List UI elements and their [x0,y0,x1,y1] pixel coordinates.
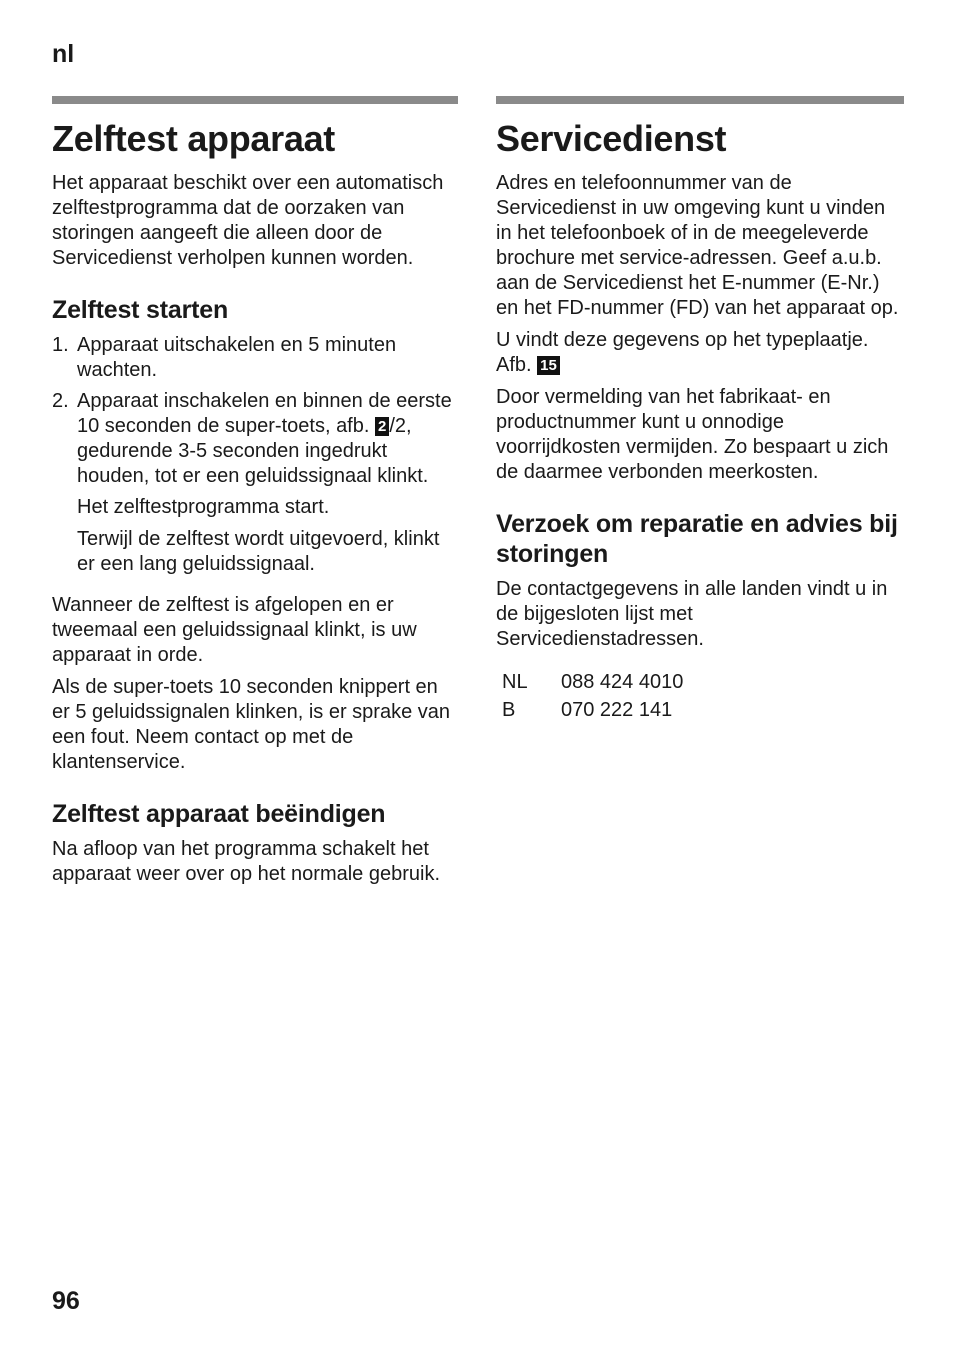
end-heading: Zelftest apparaat beëindigen [52,800,386,828]
repair-paragraph: De contactgegevens in alle landen vindt u in de bijgesloten lijst met Servicedienstadressen. [496,578,888,650]
service-paragraph-3: Door vermelding van het fabrikaat- en productnummer kunt u onnodige voorrijdkosten vermijden. Zo bespaart u zich de daarmee verbonden meerkosten. [496,386,889,483]
phone-table [502,668,683,724]
step-2-text-before: Apparaat inschakelen en binnen de eerste 10 seconden de super-toets, afb. [77,390,452,437]
service-column [496,96,904,724]
phone-number: 070 222 141 [561,699,673,721]
error-paragraph: Als de super-toets 10 seconden knippert en er 5 geluidssignalen klinken, is er sprake van een fout. Neem contact op met de klantenservice. [52,676,450,773]
figure-ref-badge: 2 [375,417,389,436]
service-paragraph-2-text: U vindt deze gegevens op het typeplaatje. Afb. [496,329,869,376]
country-code: NL [502,671,528,693]
section-rule [52,96,458,104]
page-number: 96 [52,1287,80,1315]
step-result-1: Het zelftestprogramma start. [77,496,330,518]
table-row [502,696,683,724]
start-heading: Zelftest starten [52,296,229,324]
service-paragraph-1: Adres en telefoonnummer van de Servicedienst in uw omgeving kunt u vinden in het telefoonboek of in de meegeleverde brochure met service-adressen. Geef a.u.b. aan de Servicedienst het E-nummer (E-Nr.) en het FD-nummer (FD) van het apparaat op. [496,172,899,319]
section-rule [496,96,904,104]
start-steps [52,333,458,489]
step-1-text: Apparaat uitschakelen en 5 minuten wachten. [77,334,397,381]
ok-paragraph: Wanneer de zelftest is afgelopen en er tweemaal een geluidssignaal klinkt, is uw apparaat in orde. [52,594,417,666]
phone-number: 088 424 4010 [561,671,684,693]
language-label: nl [52,40,75,68]
country-code: B [502,699,516,721]
table-row [502,668,683,696]
end-paragraph: Na afloop van het programma schakelt het apparaat weer over op het normale gebruik. [52,838,441,885]
self-test-column [52,96,458,894]
service-paragraph-2 [496,328,904,378]
repair-heading: Verzoek om reparatie en advies bij storingen [496,510,898,568]
step-1 [52,333,458,383]
self-test-intro: Het apparaat beschikt over een automatisch zelftestprogramma dat de oorzaken van storingen aangeeft die alleen door de Servicedienst verholpen kunnen worden. [52,172,444,269]
step-result-2: Terwijl de zelftest wordt uitgevoerd, klinkt er een lang geluidssignaal. [77,528,440,575]
figure-ref-badge: 15 [537,356,560,375]
self-test-title: Zelftest apparaat [52,118,335,159]
step-2 [52,389,458,489]
service-title: Servicedienst [496,118,727,159]
step-2-text-after: /2, gedurende 3-5 seconden ingedrukt houden, tot er een geluidssignaal klinkt. [77,415,429,487]
step-1-number: 1. [52,334,69,356]
step-2-number: 2. [52,390,69,412]
